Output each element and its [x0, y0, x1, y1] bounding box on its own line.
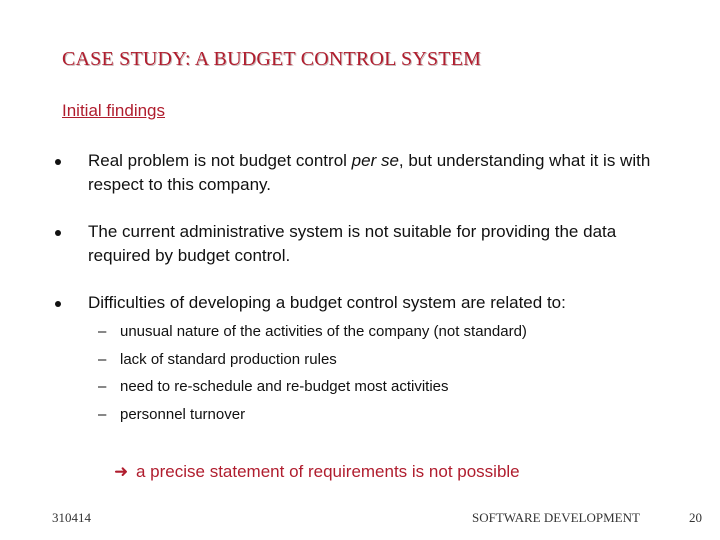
conclusion	[114, 462, 520, 482]
bullet-item	[52, 291, 672, 315]
footer-course-title: SOFTWARE DEVELOPMENT	[472, 510, 640, 525]
slide-title: CASE STUDY: A BUDGET CONTROL SYSTEM	[62, 48, 482, 70]
dash-marker: –	[98, 406, 107, 423]
sub-list-text: lack of standard production rules	[120, 351, 337, 368]
arrow-right-icon: ➜	[114, 462, 129, 481]
bullet-text: The current administrative system is not suitable for providing the data required by budget control.	[88, 222, 617, 265]
bullet-text: Real problem is not budget control per se, but understanding what it is with respect to this company.	[88, 151, 651, 194]
dash-marker: –	[98, 351, 107, 368]
sub-list-text: unusual nature of the activities of the company (not standard)	[120, 323, 527, 340]
section-heading: Initial findings	[62, 101, 166, 120]
sub-list-item	[98, 350, 337, 370]
conclusion-text: a precise statement of requirements is not possible	[136, 462, 520, 481]
dash-marker: –	[98, 378, 107, 395]
bullet-dot-icon	[55, 230, 61, 236]
sub-list-text: need to re-schedule and re-budget most activities	[120, 378, 449, 395]
sub-list-item	[98, 377, 449, 397]
bullet-item	[52, 220, 672, 268]
bullet-item	[52, 149, 672, 197]
sub-list-text: personnel turnover	[120, 406, 246, 423]
bullet-dot-icon	[55, 159, 61, 165]
bullet-text: Difficulties of developing a budget control system are related to:	[88, 293, 566, 312]
dash-marker: –	[98, 323, 107, 340]
footer-code: 310414	[52, 510, 91, 525]
sub-list-item	[98, 322, 527, 342]
sub-list-item	[98, 405, 245, 425]
page-number: 20	[689, 510, 702, 525]
bullet-dot-icon	[55, 301, 61, 307]
